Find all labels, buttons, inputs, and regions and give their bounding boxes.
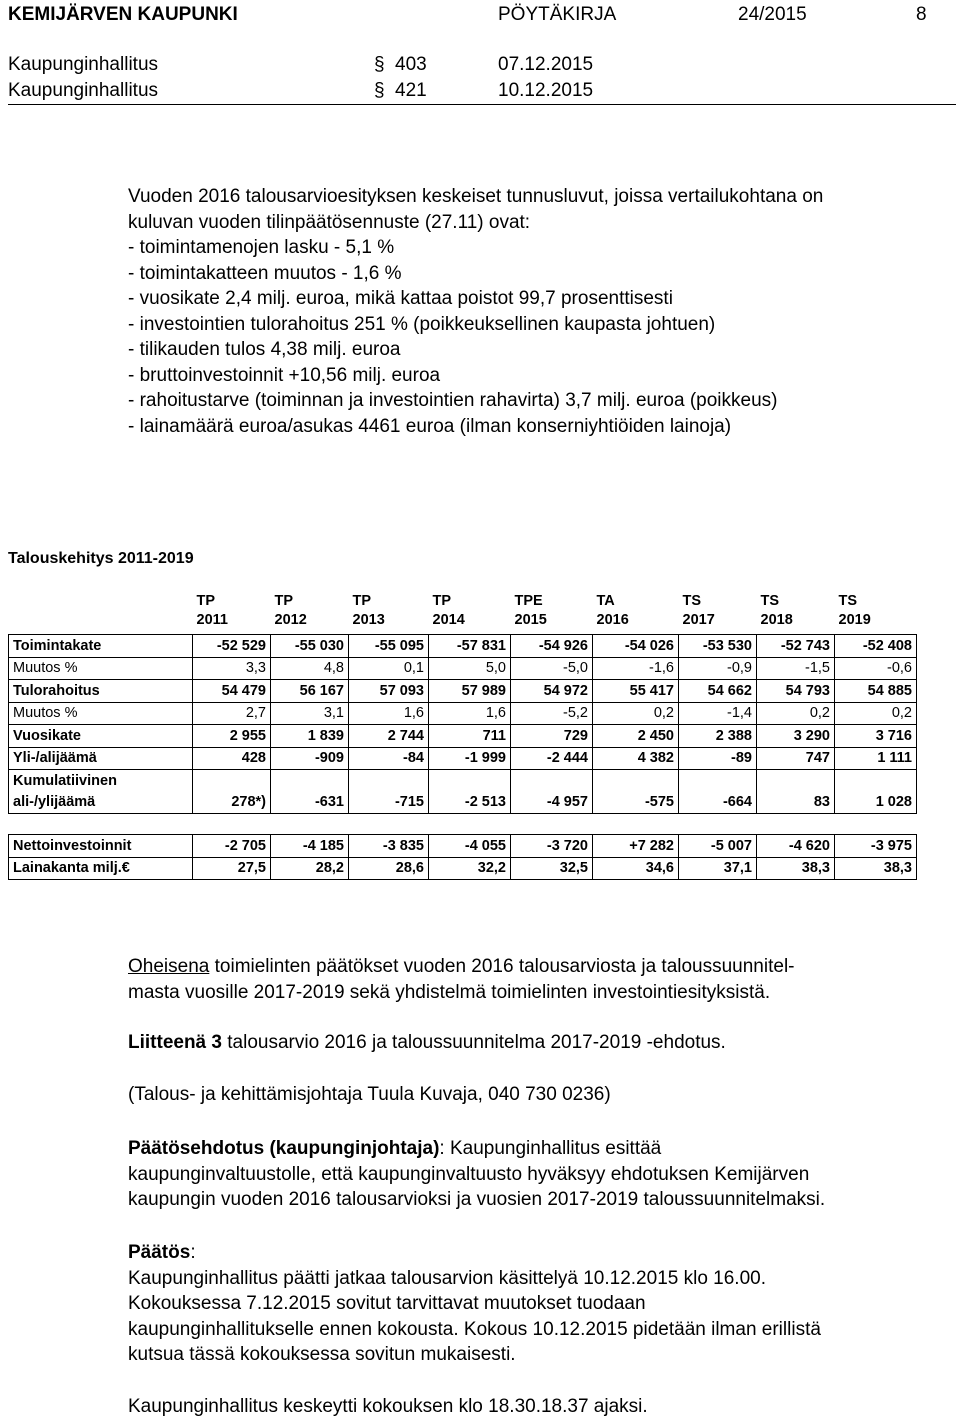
- table-cell: [271, 770, 349, 792]
- table-cell: -55 030: [271, 635, 349, 658]
- table-cell: 54 479: [193, 680, 271, 703]
- column-header: TP 2012: [274, 593, 307, 628]
- table-cell: 4 382: [593, 747, 679, 770]
- meeting-date: 10.12.2015: [498, 80, 594, 101]
- table-cell: 3,3: [193, 657, 271, 680]
- table-cell: [835, 770, 917, 792]
- column-header: TPE 2015: [514, 593, 547, 628]
- table-cell: 34,6: [593, 857, 679, 880]
- table-cell: -52 529: [193, 635, 271, 658]
- table-spacer-row: [9, 814, 917, 835]
- row-label: Lainakanta milj.€: [9, 857, 193, 880]
- proposal-line: kaupungin vuoden 2016 talousarvioksi ja vuosien 2017-2019 taloussuunnitelmaksi.: [128, 1189, 826, 1210]
- table-cell: [193, 770, 271, 792]
- table-cell: 32,5: [511, 857, 593, 880]
- table-cell: 56 167: [271, 680, 349, 703]
- table-cell: 1,6: [349, 702, 429, 725]
- contact-line: (Talous- ja kehittämisjohtaja Tuula Kuvaja, 040 730 0236): [128, 1084, 611, 1105]
- organization-name: KEMIJÄRVEN KAUPUNKI: [8, 4, 238, 25]
- decision-line: Kokouksessa 7.12.2015 sovitut tarvittavat muutokset tuodaan: [128, 1293, 646, 1314]
- table-cell: 3 290: [757, 725, 835, 748]
- table-row: [9, 835, 917, 858]
- table-cell: -3 835: [349, 835, 429, 858]
- table-cell: 32,2: [429, 857, 511, 880]
- contact-paragraph: [128, 1082, 611, 1108]
- table-cell: 55 417: [593, 680, 679, 703]
- table-cell: -89: [679, 747, 757, 770]
- appendix-label: Liitteenä 3: [128, 1032, 222, 1053]
- table-cell: -53 530: [679, 635, 757, 658]
- table-cell: 57 989: [429, 680, 511, 703]
- section-number: 403: [395, 54, 427, 75]
- decision-heading: [128, 1240, 821, 1266]
- table-cell: 54 662: [679, 680, 757, 703]
- table-cell: -575: [593, 792, 679, 814]
- header-divider: [8, 104, 956, 105]
- table-cell: -909: [271, 747, 349, 770]
- table-row: [9, 747, 917, 770]
- table-cell: 28,6: [349, 857, 429, 880]
- table-cell: 2 955: [193, 725, 271, 748]
- table-row: [9, 702, 917, 725]
- table-row: [9, 792, 917, 814]
- table-cell: 1,6: [429, 702, 511, 725]
- meeting-body: Kaupunginhallitus: [8, 80, 159, 101]
- table-cell: 2,7: [193, 702, 271, 725]
- proposal-paragraph: [128, 1136, 825, 1213]
- attachments-line: [128, 954, 795, 980]
- proposal-colon: :: [439, 1138, 445, 1159]
- table-cell: -4 620: [757, 835, 835, 858]
- table-cell: -5 007: [679, 835, 757, 858]
- table-cell: 747: [757, 747, 835, 770]
- table-cell: -84: [349, 747, 429, 770]
- attachments-link[interactable]: Oheisena: [128, 956, 210, 977]
- table-cell: -52 408: [835, 635, 917, 658]
- table-cell: -715: [349, 792, 429, 814]
- table-cell: -4 957: [511, 792, 593, 814]
- table-cell: [429, 770, 511, 792]
- table-cell: 83: [757, 792, 835, 814]
- table-cell: 3,1: [271, 702, 349, 725]
- table-row: [9, 635, 917, 658]
- column-header: TS 2019: [838, 593, 871, 628]
- table-cell: -3 720: [511, 835, 593, 858]
- table-cell: [757, 770, 835, 792]
- column-header: TP 2013: [352, 593, 385, 628]
- table-cell: 4,8: [271, 657, 349, 680]
- table-cell: 428: [193, 747, 271, 770]
- row-label: ali-/ylijäämä: [9, 792, 193, 814]
- table-cell: 38,3: [835, 857, 917, 880]
- meeting-date: 07.12.2015: [498, 54, 594, 75]
- intro-line: - toimintamenojen lasku - 5,1 %: [128, 237, 395, 258]
- table-cell: +7 282: [593, 835, 679, 858]
- column-header: TP 2011: [196, 593, 228, 628]
- closing-paragraph: [128, 1394, 648, 1420]
- table-cell: 278*): [193, 792, 271, 814]
- table-cell: [511, 770, 593, 792]
- table-cell: -0,9: [679, 657, 757, 680]
- table-row: [9, 770, 917, 792]
- table-cell: 28,2: [271, 857, 349, 880]
- table-cell: -0,6: [835, 657, 917, 680]
- section-number: 421: [395, 80, 427, 101]
- table-cell: [679, 770, 757, 792]
- table-cell: 5,0: [429, 657, 511, 680]
- table-cell: -1,4: [679, 702, 757, 725]
- table-cell: -55 095: [349, 635, 429, 658]
- header-empty: [9, 590, 193, 635]
- attachments-text: toimielinten päätökset vuoden 2016 talousarviosta ja taloussuunnitel-: [209, 956, 795, 977]
- table-cell: -57 831: [429, 635, 511, 658]
- table-cell: -1 999: [429, 747, 511, 770]
- intro-line: - rahoitustarve (toiminnan ja investointien rahavirta) 3,7 milj. euroa (poikkeus): [128, 390, 778, 411]
- appendix-text: talousarvio 2016 ja taloussuunnitelma 2017-2019 -ehdotus.: [221, 1032, 726, 1053]
- row-label: Nettoinvestoinnit: [9, 835, 193, 858]
- table-cell: 0,2: [835, 702, 917, 725]
- table-cell: -1,5: [757, 657, 835, 680]
- table-cell: 57 093: [349, 680, 429, 703]
- section-mark: §: [374, 54, 385, 75]
- table-cell: 1 111: [835, 747, 917, 770]
- row-label: Kumulatiivinen: [9, 770, 193, 792]
- row-label: Muutos %: [9, 657, 193, 680]
- row-label: Toimintakate: [9, 635, 193, 658]
- table-cell: -4 185: [271, 835, 349, 858]
- table-cell: 37,1: [679, 857, 757, 880]
- table-cell: 2 744: [349, 725, 429, 748]
- table-cell: 54 793: [757, 680, 835, 703]
- proposal-text: Kaupunginhallitus esittää: [444, 1138, 662, 1159]
- decision-line: kutsua tässä kokouksessa sovitun mukaisesti.: [128, 1344, 516, 1365]
- table-cell: [349, 770, 429, 792]
- table-cell: 54 885: [835, 680, 917, 703]
- table-cell: 1 839: [271, 725, 349, 748]
- intro-line: - lainamäärä euroa/asukas 4461 euroa (ilman konserniyhtiöiden lainoja): [128, 415, 732, 437]
- table-cell: 0,2: [593, 702, 679, 725]
- meeting-body: Kaupunginhallitus: [8, 54, 159, 75]
- proposal-label: Päätösehdotus (kaupunginjohtaja): [128, 1138, 440, 1159]
- row-label: Tulorahoitus: [9, 680, 193, 703]
- table-header-row: [9, 590, 917, 635]
- column-header: TP 2014: [432, 593, 465, 628]
- intro-line: - toimintakatteen muutos - 1,6 %: [128, 262, 402, 284]
- intro-line: - tilikauden tulos 4,38 milj. euroa: [128, 339, 401, 360]
- document-number: 24/2015: [738, 4, 807, 25]
- row-label: Muutos %: [9, 702, 193, 725]
- table-cell: 711: [429, 725, 511, 748]
- page-number: 8: [916, 4, 927, 25]
- attachments-line: masta vuosille 2017-2019 sekä yhdistelmä toimielinten investointiesityksistä.: [128, 981, 771, 1003]
- column-header: TS 2018: [760, 593, 793, 628]
- table-cell: 54 972: [511, 680, 593, 703]
- table-cell: 729: [511, 725, 593, 748]
- table-cell: 0,1: [349, 657, 429, 680]
- table-cell: -4 055: [429, 835, 511, 858]
- table-cell: -54 026: [593, 635, 679, 658]
- column-header: TS 2017: [682, 593, 715, 628]
- decision-label: Päätös: [128, 1242, 191, 1263]
- table-row: [9, 680, 917, 703]
- table-cell: -5,0: [511, 657, 593, 680]
- appendix-paragraph: [128, 1030, 726, 1056]
- decision-paragraph: [128, 1240, 821, 1368]
- table-row: [9, 725, 917, 748]
- table-cell: 27,5: [193, 857, 271, 880]
- table-cell: -3 975: [835, 835, 917, 858]
- table-row: [9, 857, 917, 880]
- table-cell: -54 926: [511, 635, 593, 658]
- table-cell: 38,3: [757, 857, 835, 880]
- table-cell: -2 513: [429, 792, 511, 814]
- intro-paragraph: [128, 184, 823, 439]
- row-label: Vuosikate: [9, 725, 193, 748]
- column-header: TA 2016: [596, 593, 629, 628]
- table-cell: 1 028: [835, 792, 917, 814]
- table-cell: -2 444: [511, 747, 593, 770]
- table-cell: -52 743: [757, 635, 835, 658]
- proposal-line: [128, 1136, 825, 1162]
- decision-colon: :: [190, 1242, 196, 1263]
- finance-table: [8, 590, 917, 880]
- intro-line: kuluvan vuoden tilinpäätösennuste (27.11) ovat:: [128, 211, 531, 233]
- section-mark: §: [374, 80, 385, 101]
- table-title: Talouskehitys 2011-2019: [8, 550, 194, 567]
- table-row: [9, 657, 917, 680]
- table-cell: [593, 770, 679, 792]
- proposal-line: kaupunginvaltuustolle, että kaupunginvaltuusto hyväksyy ehdotuksen Kemijärven: [128, 1163, 810, 1185]
- closing-line: Kaupunginhallitus keskeytti kokouksen klo 18.30.18.37 ajaksi.: [128, 1396, 648, 1417]
- intro-line: - bruttoinvestoinnit +10,56 milj. euroa: [128, 364, 441, 386]
- document-type: PÖYTÄKIRJA: [498, 4, 617, 25]
- decision-line: Kaupunginhallitus päätti jatkaa talousarvion käsittelyä 10.12.2015 klo 16.00.: [128, 1267, 766, 1289]
- table-cell: -631: [271, 792, 349, 814]
- table-cell: -664: [679, 792, 757, 814]
- table-cell: 2 450: [593, 725, 679, 748]
- table-cell: -5,2: [511, 702, 593, 725]
- table-cell: 3 716: [835, 725, 917, 748]
- row-label: Yli-/alijäämä: [9, 747, 193, 770]
- intro-line: - vuosikate 2,4 milj. euroa, mikä kattaa poistot 99,7 prosenttisesti: [128, 288, 673, 309]
- appendix-line: [128, 1030, 726, 1056]
- table-cell: -2 705: [193, 835, 271, 858]
- intro-line: - investointien tulorahoitus 251 % (poikkeuksellinen kaupasta johtuen): [128, 313, 716, 335]
- intro-line: Vuoden 2016 talousarvioesityksen keskeiset tunnusluvut, joissa vertailukohtana on: [128, 186, 824, 207]
- spacer-cell: [9, 814, 917, 835]
- decision-line: kaupunginhallitukselle ennen kokousta. Kokous 10.12.2015 pidetään ilman erillistä: [128, 1318, 821, 1340]
- table-cell: 2 388: [679, 725, 757, 748]
- table-cell: -1,6: [593, 657, 679, 680]
- table-cell: 0,2: [757, 702, 835, 725]
- attachments-paragraph: [128, 954, 795, 1005]
